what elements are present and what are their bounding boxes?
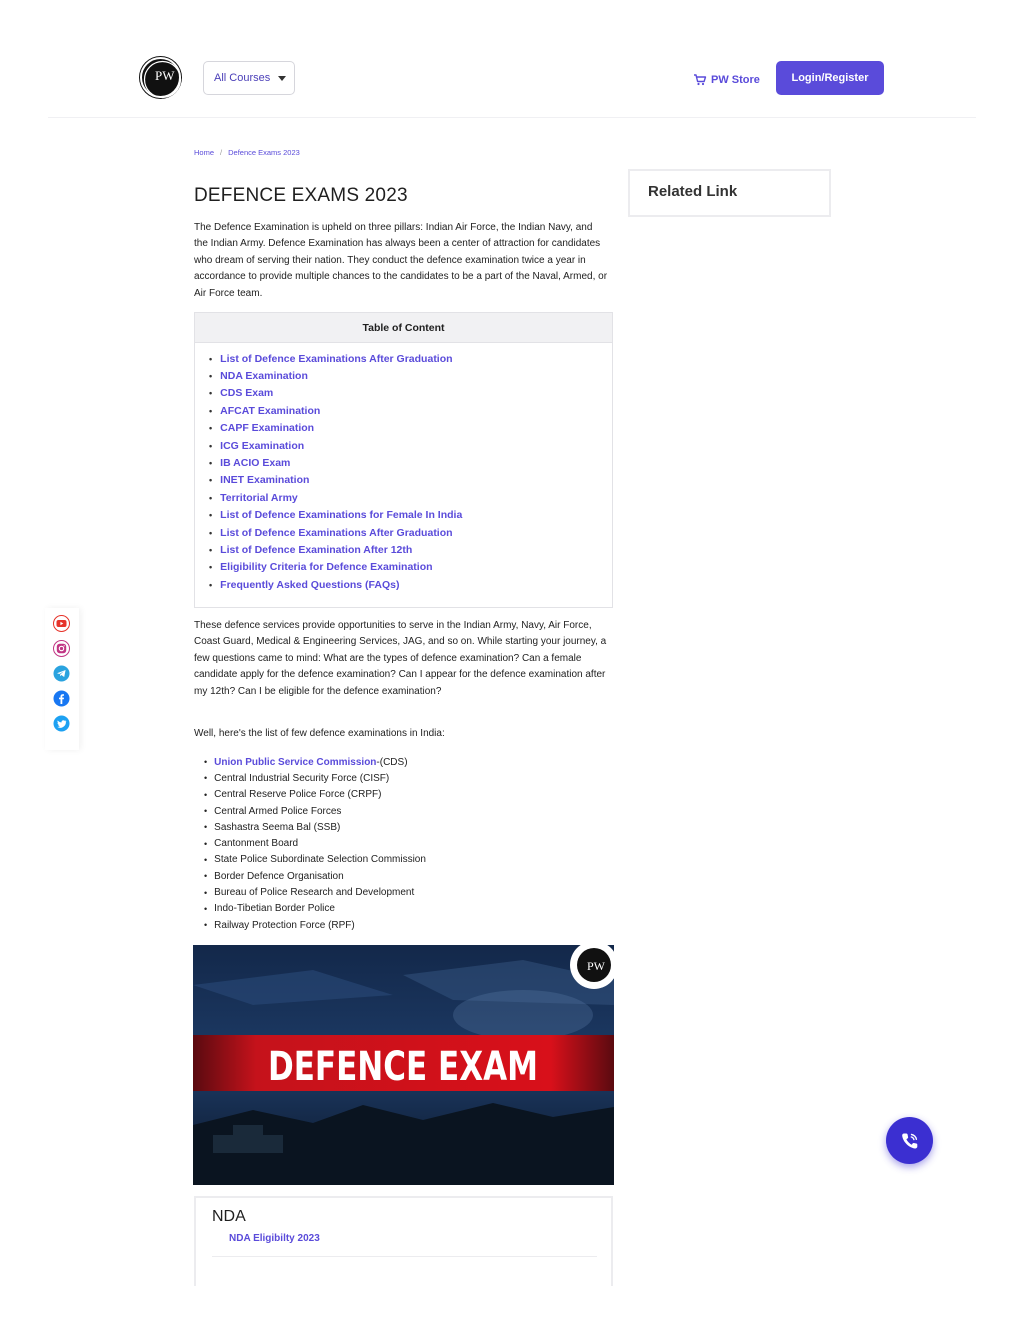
twitter-icon[interactable] [53, 715, 70, 732]
nda-eligibility-link[interactable]: NDA Eligibilty 2023 [229, 1233, 320, 1244]
list-item: • Railway Protection Force (RPF) [204, 917, 426, 933]
list-item: • State Police Subordinate Selection Commission [204, 852, 426, 868]
toc-item[interactable]: • Eligibility Criteria for Defence Examination [209, 559, 612, 576]
toc-item[interactable]: • INET Examination [209, 472, 612, 489]
all-courses-dropdown[interactable] [203, 61, 295, 95]
toc-item[interactable]: • CDS Exam [209, 385, 612, 402]
exam-list [204, 754, 426, 933]
cart-icon [693, 74, 707, 86]
related-link-title: Related Link [648, 183, 738, 200]
toc-item[interactable]: • List of Defence Examinations After Graduation [209, 350, 612, 367]
toc-heading: Table of Content [195, 313, 612, 343]
page-title: DEFENCE EXAMS 2023 [194, 185, 408, 206]
table-of-content [194, 312, 613, 608]
call-button[interactable] [886, 1117, 933, 1164]
toc-list [195, 343, 612, 593]
list-item: • Central Industrial Security Force (CISF) [204, 770, 426, 786]
pw-logo-icon [142, 59, 183, 100]
services-paragraph: These defence services provide opportunities to serve in the Indian Army, Navy, Air Force, Coast Guard, Medical & Engineering Services, JAG, and so on. While starting your journey, a few questions came to mind: What are the types of defence examination? Can a female candidate apply for the defence examination? Can I appear for the defence examination after my 12th? Can I be eligible for the defence examination? [194, 620, 607, 697]
toc-item[interactable]: • Territorial Army [209, 489, 612, 506]
list-item: • Cantonment Board [204, 835, 426, 851]
pw-store-link[interactable] [693, 74, 760, 86]
upsc-suffix: -(CDS) [376, 756, 408, 768]
facebook-icon[interactable] [53, 690, 70, 707]
list-item: • Sashastra Seema Bal (SSB) [204, 819, 426, 835]
caret-down-icon [278, 76, 286, 81]
pw-logo[interactable] [140, 57, 181, 98]
all-courses-label: All Courses [214, 72, 271, 84]
toc-item[interactable]: • List of Defence Examinations After Graduation [209, 524, 612, 541]
upsc-link[interactable]: • Union Public Service Commission [214, 756, 377, 768]
list-item [204, 754, 426, 770]
toc-item[interactable]: • CAPF Examination [209, 420, 612, 437]
telegram-icon[interactable] [53, 665, 70, 682]
pw-store-label: PW Store [711, 74, 760, 86]
svg-text:PW: PW [587, 959, 605, 973]
phone-icon [899, 1130, 921, 1152]
divider [212, 1256, 597, 1257]
svg-text:DEFENCE EXAM: DEFENCE EXAM [268, 1044, 538, 1090]
breadcrumb-separator: / [220, 148, 223, 157]
defence-exam-banner [193, 945, 614, 1185]
youtube-icon[interactable] [53, 615, 70, 632]
breadcrumb [194, 148, 300, 157]
list-item: • Central Armed Police Forces [204, 803, 426, 819]
list-intro-paragraph: Well, here's the list of few defence examinations in India: [194, 728, 445, 739]
breadcrumb-current[interactable]: Defence Exams 2023 [228, 148, 300, 157]
list-item: • Central Reserve Police Force (CRPF) [204, 787, 426, 803]
related-link-box [628, 169, 831, 217]
svg-text:PW: PW [155, 68, 175, 83]
list-item: • Bureau of Police Research and Development [204, 884, 426, 900]
social-share-bar [45, 608, 79, 750]
breadcrumb-home[interactable]: Home [194, 148, 215, 157]
nda-card-title: NDA [212, 1208, 246, 1225]
list-item: • Indo-Tibetian Border Police [204, 901, 426, 917]
site-header [48, 40, 976, 118]
list-item: • Border Defence Organisation [204, 868, 426, 884]
toc-item[interactable]: • AFCAT Examination [209, 402, 612, 419]
toc-item[interactable]: • NDA Examination [209, 367, 612, 384]
toc-item[interactable]: • ICG Examination [209, 437, 612, 454]
login-register-button[interactable]: Login/Register [776, 61, 884, 95]
toc-item[interactable]: • List of Defence Examinations for Female In India [209, 507, 612, 524]
intro-paragraph: The Defence Examination is upheld on three pillars: Indian Air Force, the Indian Navy, and the Indian Army. Defence Examination has always been a center of attraction for candidates who dream of serving their nation. They conduct the defence examination twice a year in accordance to provide multiple chances to the candidates to be a part of the Naval, Armed, or Air Force team. [194, 222, 608, 299]
toc-item[interactable]: • List of Defence Examination After 12th [209, 541, 612, 558]
instagram-icon[interactable] [53, 640, 70, 657]
toc-item[interactable]: • IB ACIO Exam [209, 454, 612, 471]
toc-item[interactable]: • Frequently Asked Questions (FAQs) [209, 576, 612, 593]
banner-image [193, 945, 614, 1185]
nda-card [194, 1196, 613, 1286]
